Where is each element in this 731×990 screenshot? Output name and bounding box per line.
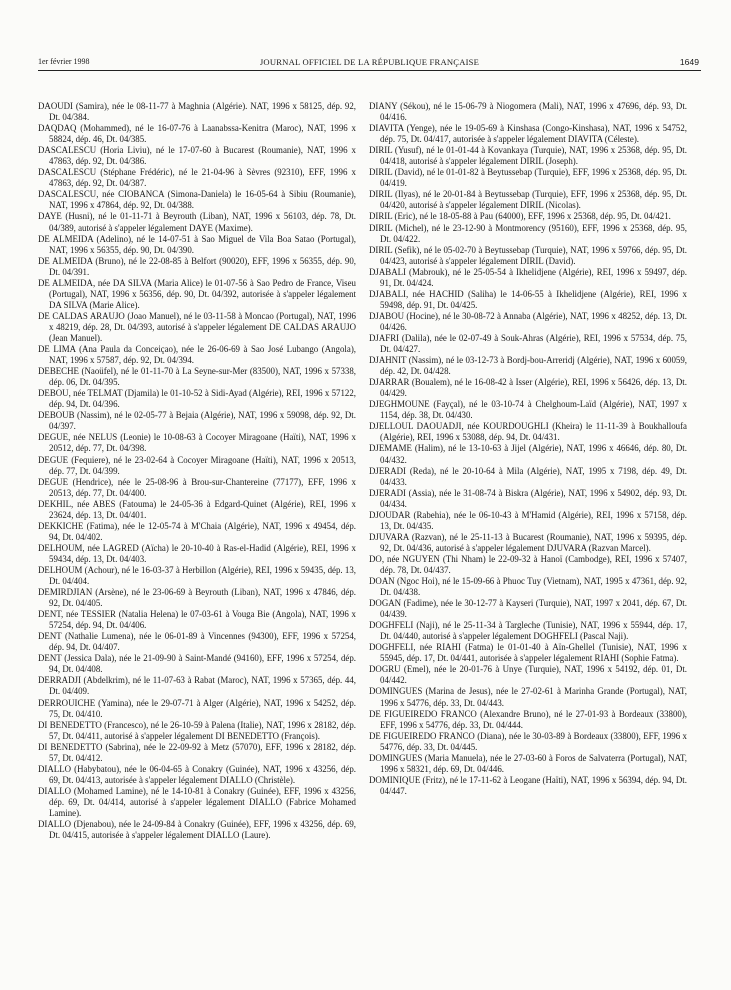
register-entry: DIRIL (Yusuf), né le 01-01-44 à Kovankaya (Turquie), NAT, 1996 x 25368, dép. 95, Dt. 04/418, autorisé à s'appeler légalement DIRIL (Joseph).	[369, 145, 687, 167]
journal-title: JOURNAL OFFICIEL DE LA RÉPUBLIQUE FRANÇAISE	[259, 57, 480, 67]
register-entry: DEMIRDJIAN (Arsène), né le 23-06-69 à Beyrouth (Liban), NAT, 1996 x 47846, dép. 92, Dt. 04/405.	[38, 587, 356, 609]
register-entry: DJERADI (Reda), né le 20-10-64 à Mila (Algérie), NAT, 1995 x 7198, dép. 49, Dt. 04/433.	[369, 465, 687, 487]
register-entry: DEBOU, née TELMAT (Djamila) le 01-10-52 à Sidi-Ayad (Algérie), REI, 1996 x 57122, dép. 94, Dt. 04/396.	[38, 388, 356, 410]
register-entry: DOGHFELI (Naji), né le 25-11-34 à Targleche (Tunisie), NAT, 1996 x 55944, dép. 17, Dt. 04/440, autorisé à s'appeler légalement DOGHFELI (Pascal Naji).	[369, 620, 687, 642]
register-entry: DE LIMA (Ana Paula da Conceiçao), née le 26-06-69 à Sao José Lubango (Angola), NAT, 1996 x 57587, dép. 92, Dt. 04/394.	[38, 344, 356, 366]
register-entry: DIANY (Sékou), né le 15-06-79 à Niogomera (Mali), NAT, 1996 x 47696, dép. 93, Dt. 04/416.	[369, 101, 687, 123]
register-entry: DE ALMEIDA (Bruno), né le 22-08-85 à Belfort (90020), EFF, 1996 x 56355, dép. 90, Dt. 04/391.	[38, 255, 356, 277]
register-entry: DJABALI (Mabrouk), né le 25-05-54 à Ikhelidjene (Algérie), REI, 1996 x 59497, dép. 91, Dt. 04/424.	[369, 266, 687, 288]
register-entry: DE FIGUEIREDO FRANCO (Diana), née le 30-03-89 à Bordeaux (33800), EFF, 1996 x 54776, dép. 33, Dt. 04/445.	[369, 730, 687, 752]
left-column	[38, 101, 356, 841]
register-entry: DOGAN (Fadime), née le 30-12-77 à Kayseri (Turquie), NAT, 1997 x 2041, dép. 67, Dt. 04/439.	[369, 598, 687, 620]
register-entry: DOGHFELI, née RIAHI (Fatma) le 01-01-40 à Aïn-Ghellel (Tunisie), NAT, 1996 x 55945, dép. 17, Dt. 04/441, autorisée à s'appeler légalement RIAHI (Sophie Fatma).	[369, 642, 687, 664]
register-entry: DENT (Jessica Dala), née le 21-09-90 à Saint-Mandé (94160), EFF, 1996 x 57254, dép. 94, Dt. 04/408.	[38, 653, 356, 675]
register-entry: DJAFRI (Dalila), née le 02-07-49 à Souk-Ahras (Algérie), REI, 1996 x 57534, dép. 75, Dt. 04/427.	[369, 332, 687, 355]
register-entry: DOMINIQUE (Fritz), né le 17-11-62 à Leogane (Haïti), NAT, 1996 x 56394, dép. 94, Dt. 04/447.	[369, 774, 687, 796]
page-header	[38, 56, 701, 71]
register-entry: DEGUE (Fequiere), né le 23-02-64 à Cocoyer Miragoane (Haïti), NAT, 1996 x 20513, dép. 77, Dt. 04/399.	[38, 454, 356, 476]
issue-date: 1er février 1998	[38, 57, 90, 66]
register-entry: DOMINGUES (Maria Manuela), née le 27-03-60 à Foros de Salvaterra (Portugal), NAT, 1996 x 58321, dép. 69, Dt. 04/446.	[369, 752, 687, 774]
register-entry: DERRADJI (Abdelkrim), né le 11-07-63 à Rabat (Maroc), NAT, 1996 x 57365, dép. 44, Dt. 04/409.	[38, 675, 356, 697]
register-entry: DEBECHE (Naoüfel), né le 01-11-70 à La Seyne-sur-Mer (83500), NAT, 1996 x 57338, dép. 06, Dt. 04/395.	[38, 366, 356, 388]
register-entry: DEBOUB (Nassim), né le 02-05-77 à Bejaia (Algérie), NAT, 1996 x 59098, dép. 92, Dt. 04/397.	[38, 410, 356, 432]
register-entry: DEKHIL, née ABES (Fatouma) le 24-05-36 à Edgard-Quinet (Algérie), REI, 1996 x 23624, dép. 13, Dt. 04/401.	[38, 498, 356, 520]
register-entry: DJABOU (Hocine), né le 30-08-72 à Annaba (Algérie), NAT, 1996 x 48252, dép. 13, Dt. 04/426.	[369, 310, 687, 332]
register-entry: DJEGHMOUNE (Fayçal), né le 03-10-74 à Chelghoum-Laïd (Algérie), NAT, 1997 x 1154, dép. 38, Dt. 04/430.	[369, 399, 687, 421]
register-entry: DIRIL (David), né le 01-01-82 à Beytussebap (Turquie), EFF, 1996 x 25368, dép. 95, Dt. 04/419.	[369, 167, 687, 189]
register-entry: DEKKICHE (Fatima), née le 12-05-74 à M'Chaia (Algérie), NAT, 1996 x 49454, dép. 94, Dt. 04/402.	[38, 520, 356, 542]
register-entry: DE ALMEIDA, née DA SILVA (Maria Alice) le 01-07-56 à Sao Pedro de France, Viseu (Portugal), NAT, 1996 x 56356, dép. 90, Dt. 04/392, autorisée à s'appeler légalement DA SILVA (Marie Alice).	[38, 277, 356, 310]
register-entry: DAOUDI (Samira), née le 08-11-77 à Maghnia (Algérie). NAT, 1996 x 58125, dép. 92, Dt. 04/384.	[38, 101, 356, 123]
register-entry: DIALLO (Djenabou), née le 24-09-84 à Conakry (Guinée), EFF, 1996 x 43256, dép. 69, Dt. 04/415, autorisée à s'appeler légalement DIALLO (Laure).	[38, 819, 356, 841]
register-entry: DI BENEDETTO (Sabrina), née le 22-09-92 à Metz (57070), EFF, 1996 x 28182, dép. 57, Dt. 04/412.	[38, 741, 356, 763]
register-entry: DIALLO (Mohamed Lamine), né le 14-10-81 à Conakry (Guinée), EFF, 1996 x 43256, dép. 69, Dt. 04/414, autorisé à s'appeler légalement DIALLO (Fabrice Mohamed Lamine).	[38, 785, 356, 818]
register-entry: DIRIL (Michel), né le 23-12-90 à Montmorency (95160), EFF, 1996 x 25368, dép. 95, Dt. 04/422.	[369, 222, 687, 244]
register-entry: DENT, née TESSIER (Natalia Helena) le 07-03-61 à Vouga Bie (Angola), NAT, 1996 x 57254, dép. 94, Dt. 04/406.	[38, 609, 356, 631]
register-entry: DOAN (Ngoc Hoi), né le 15-09-66 à Phuoc Tuy (Vietnam), NAT, 1995 x 47361, dép. 92, Dt. 04/438.	[369, 576, 687, 598]
register-entry: DOGRU (Emel), née le 20-01-76 à Unye (Turquie), NAT, 1996 x 54192, dép. 01, Dt. 04/442.	[369, 664, 687, 686]
register-entry: DO, née NGUYEN (Thi Nham) le 22-09-32 à Hanoï (Cambodge), REI, 1996 x 57407, dép. 78, Dt. 04/437.	[369, 553, 687, 575]
register-entry: DJELLOUL DAOUADJI, née KOURDOUGHLI (Kheira) le 11-11-39 à Boukhalloufa (Algérie), REI, 1996 x 53088, dép. 94, Dt. 04/431.	[369, 421, 687, 443]
register-entry: DASCALESCU (Stéphane Frédéric), né le 21-04-96 à Sèvres (92310), EFF, 1996 x 47863, dép. 92, Dt. 04/387.	[38, 167, 356, 189]
register-entry: DIRIL (Eric), né le 18-05-88 à Pau (64000), EFF, 1996 x 25368, dép. 95, Dt. 04/421.	[369, 211, 671, 222]
register-entry: DJOUDAR (Rabehia), née le 06-10-43 à M'Hamid (Algérie), REI, 1996 x 57158, dép. 13, Dt. 04/435.	[369, 509, 687, 531]
register-entry: DIAVITA (Yenge), née le 19-05-69 à Kinshasa (Congo-Kinshasa), NAT, 1996 x 54752, dép. 75, Dt. 04/417, autorisée à s'appeler légalement DIAVITA (Céleste).	[369, 123, 687, 145]
register-entry: DJEMAME (Halim), né le 13-10-63 à Jijel (Algérie), NAT, 1996 x 46646, dép. 80, Dt. 04/432.	[369, 443, 687, 465]
register-entry: DE CALDAS ARAUJO (Joao Manuel), né le 03-11-58 à Moncao (Portugal), NAT, 1996 x 48219, dép. 28, Dt. 04/393, autorisé à s'appeler légalement DE CALDAS ARAUJO (Jean Manuel).	[38, 310, 356, 343]
register-entry: DJARRAR (Boualem), né le 16-08-42 à Isser (Algérie), REI, 1996 x 56426, dép. 13, Dt. 04/429.	[369, 377, 687, 399]
register-entry: DERROUICHE (Yamina), née le 29-07-71 à Alger (Algérie), NAT, 1996 x 54252, dép. 75, Dt. 04/410.	[38, 697, 356, 719]
register-entry: DAQDAQ (Mohammed), né le 16-07-76 à Laanabssa-Kenitra (Maroc), NAT, 1996 x 58824, dép. 46, Dt. 04/385.	[38, 123, 356, 145]
register-entry: DEGUE (Hendrice), née le 25-08-96 à Brou-sur-Chantereine (77177), EFF, 1996 x 20513, dép. 77, Dt. 04/400.	[38, 476, 356, 498]
register-entry: DJAHNIT (Nassim), né le 03-12-73 à Bordj-bou-Arreridj (Algérie), NAT, 1996 x 60059, dép. 42, Dt. 04/428.	[369, 355, 687, 377]
register-entry: DJERADI (Assia), née le 31-08-74 à Biskra (Algérie), NAT, 1996 x 54902, dép. 93, Dt. 04/434.	[369, 487, 687, 509]
register-entry: DI BENEDETTO (Francesco), né le 26-10-59 à Palena (Italie), NAT, 1996 x 28182, dép. 57, Dt. 04/411, autorisé à s'appeler légalement DI BENEDETTO (François).	[38, 719, 356, 741]
register-entry: DJABALI, née HACHID (Saliha) le 14-06-55 à Ikhelidjene (Algérie), REI, 1996 x 59498, dép. 91, Dt. 04/425.	[369, 288, 687, 310]
register-entry: DENT (Nathalie Lumena), née le 06-01-89 à Vincennes (94300), EFF, 1996 x 57254, dép. 94, Dt. 04/407.	[38, 631, 356, 653]
register-entry: DIRIL (Sefik), né le 05-02-70 à Beytussebap (Turquie), NAT, 1996 x 59766, dép. 95, Dt. 04/423, autorisé à s'appeler légalement DIRIL (David).	[369, 244, 687, 266]
register-entry: DASCALESCU, née CIOBANCA (Simona-Daniela) le 16-05-64 à Sibiu (Roumanie), NAT, 1996 x 47864, dép. 92, Dt. 04/388.	[38, 189, 356, 211]
register-entry: DOMINGUES (Marina de Jesus), née le 27-02-61 à Marinha Grande (Portugal), NAT, 1996 x 54776, dép. 33, Dt. 04/443.	[369, 686, 687, 708]
register-entry: DELHOUM (Achour), né le 16-03-37 à Herbillon (Algérie), REI, 1996 x 59435, dép. 13, Dt. 04/404.	[38, 564, 356, 587]
right-column	[369, 101, 687, 797]
register-entry: DE FIGUEIREDO FRANCO (Alexandre Bruno), né le 27-01-93 à Bordeaux (33800), EFF, 1996 x 54776, dép. 33, Dt. 04/444.	[369, 708, 687, 730]
page-number: 1649	[679, 57, 699, 67]
register-entry: DIALLO (Habybatou), née le 06-04-65 à Conakry (Guinée), NAT, 1996 x 43256, dép. 69, Dt. 04/413, autorisée à s'appeler légalement DIALLO (Christèle).	[38, 763, 356, 785]
register-entry: DAYE (Husni), né le 01-11-71 à Beyrouth (Liban), NAT, 1996 x 56103, dép. 78, Dt. 04/389, autorisé à s'appeler légalement DAYE (Maxime).	[38, 211, 356, 233]
register-entry: DJUVARA (Razvan), né le 25-11-13 à Bucarest (Roumanie), NAT, 1996 x 59395, dép. 92, Dt. 04/436, autorisé à s'appeler légalement DJUVARA (Razvan Marcel).	[369, 531, 687, 553]
register-entry: DEGUE, née NELUS (Leonie) le 10-08-63 à Cocoyer Miragoane (Haïti), NAT, 1996 x 20512, dép. 77, Dt. 04/398.	[38, 432, 356, 454]
register-entry: DASCALESCU (Horia Liviu), né le 17-07-60 à Bucarest (Roumanie), NAT, 1996 x 47863, dép. 92, Dt. 04/386.	[38, 145, 356, 167]
register-entry: DELHOUM, née LAGRED (Aïcha) le 20-10-40 à Ras-el-Hadid (Algérie), REI, 1996 x 59434, dép. 13, Dt. 04/403.	[38, 542, 356, 564]
register-entry: DE ALMEIDA (Adelino), né le 14-07-51 à Sao Miguel de Vila Boa Satao (Portugal), NAT, 1996 x 56355, dép. 90, Dt. 04/390.	[38, 233, 356, 255]
register-entry: DIRIL (Ilyas), né le 20-01-84 à Beytussebap (Turquie), EFF, 1996 x 25368, dép. 95, Dt. 04/420, autorisé à s'appeler légalement DIRIL (Nicolas).	[369, 189, 687, 211]
